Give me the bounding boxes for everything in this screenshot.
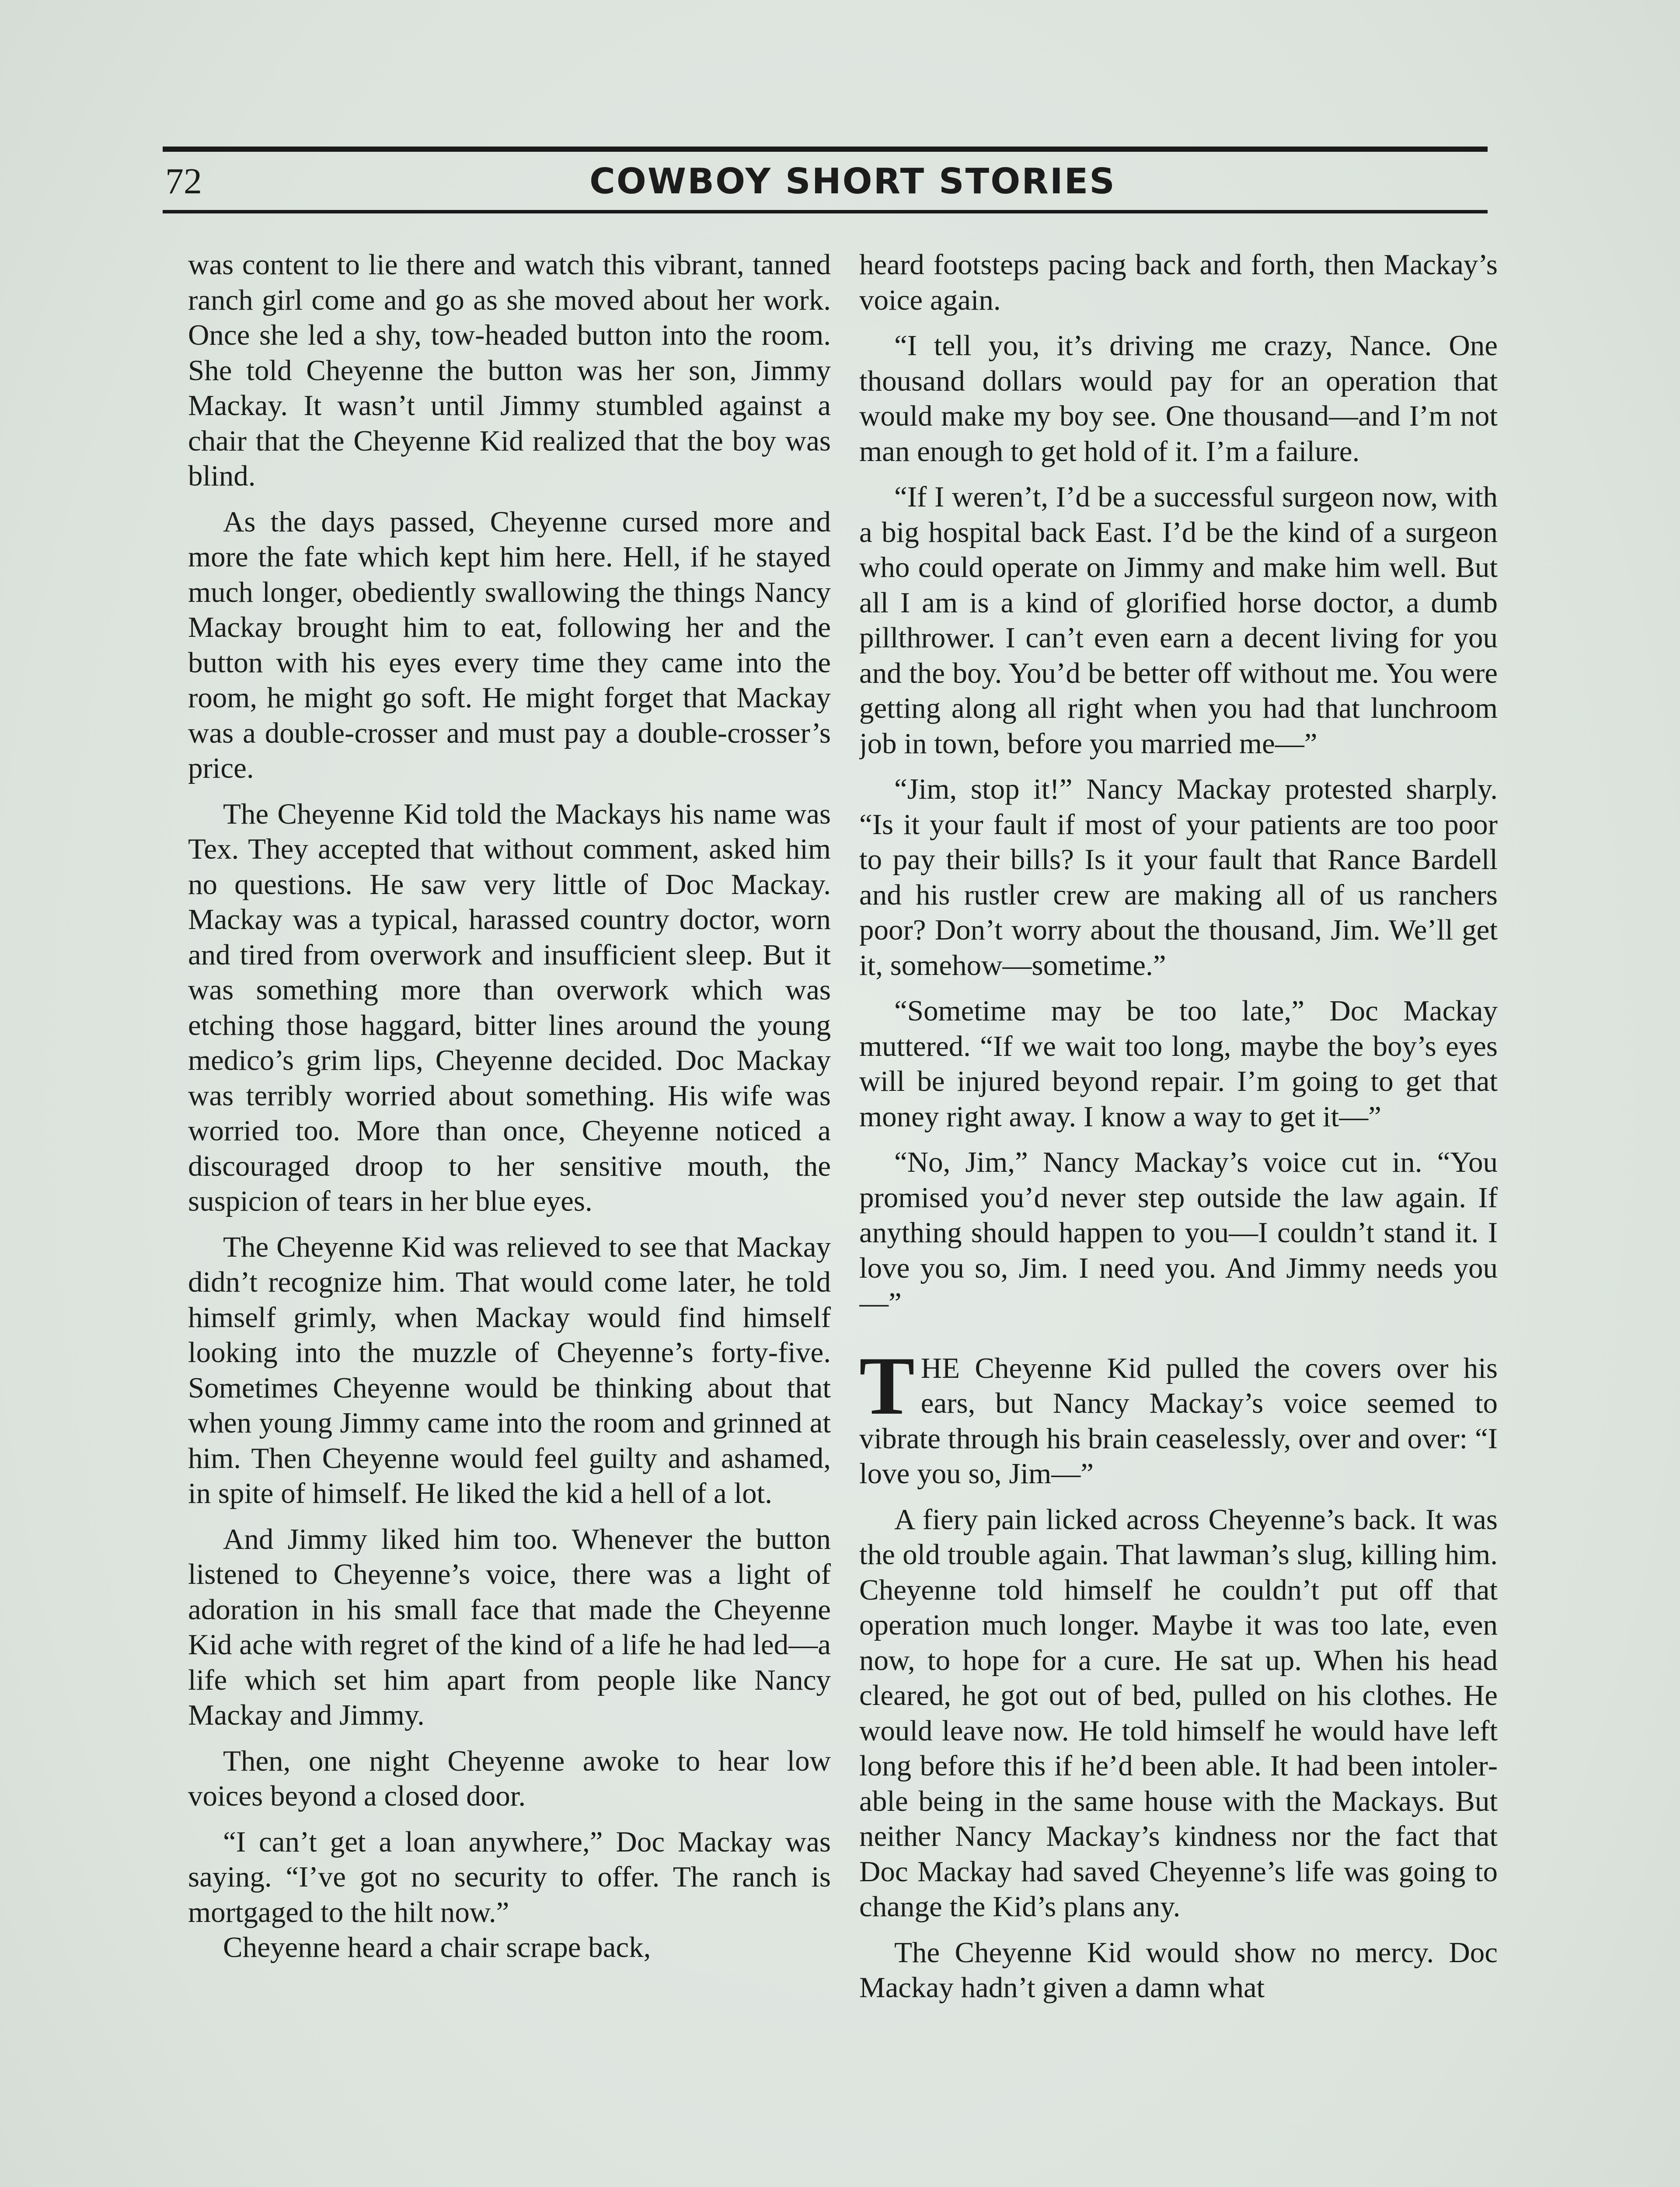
paragraph: A fiery pain licked across Cheyenne’s back. It was the old trouble again. That lawman’s slug, killing him. Cheyenne told himself he couldn’t put off that operation much longer. Maybe it was too late, even now, to hope for a cure. He sat up. When his head cleared, he got out of bed, pulled on his clothes. He would leave now. He told himself he would have left long before this if he’d been able. It had been intolerable being in the same house with the Mackays. But neither Nancy Mackay’s kindness nor the fact that Doc Mackay had saved Cheyenne’s life was going to change the Kid’s plans any.	[859, 1503, 1498, 1923]
left-column	[188, 247, 831, 2187]
paragraph: “Sometime may be too late,” Doc Mackay muttered. “If we wait too long, maybe the boy’s eyes will be injured beyond repair. I’m going to get that money right away. I know a way to get it—”	[859, 995, 1498, 1133]
paragraph: And Jimmy liked him too. Whenever the button listened to Cheyenne’s voice, there was a light of adoration in his small face that made the Cheyenne Kid ache with regret of the kind of a life he had led—a life which set him apart from people like Nancy Mackay and Jimmy.	[188, 1523, 831, 1731]
section-break-space	[859, 1321, 1498, 1351]
paragraph: Cheyenne heard a chair scrape back,	[223, 1931, 651, 1963]
paragraph: As the days passed, Cheyenne cursed more and more the fate which kept him here. Hell, if he stayed much longer, obediently swallowing the things Nancy Mackay brought him to eat, following her and the button with his eyes every time they came into the room, he might go soft. He might forget that Mackay was a double-crosser and must pay a double-crosser’s price.	[188, 505, 831, 784]
running-head-title: COWBOY SHORT STORIES	[589, 161, 1116, 202]
paragraph: was content to lie there and watch this vibrant, tanned ranch girl come and go as she moved about her work. Once she led a shy, tow-headed button into the room. She told Cheyenne the button was her son, Jimmy Mackay. It wasn’t until Jimmy stumbled against a chair that the Cheyenne Kid realized that the boy was blind.	[188, 248, 831, 492]
paragraph: The Cheyenne Kid told the Mackays his name was Tex. They accepted that without comment, asked him no questions. He saw very little of Doc Mackay. Mackay was a typical, harassed country doctor, worn and tired from overwork and insufficient sleep. But it was something more than overwork which was etching those haggard, bitter lines around the young medico’s grim lips, Cheyenne decided. Doc Mackay was terribly worried about something. His wife was worried too. More than once, Cheyenne noticed a discouraged droop to her sensitive mouth, the suspicion of tears in her blue eyes.	[188, 797, 831, 1217]
right-column	[859, 247, 1498, 2187]
paragraph: The Cheyenne Kid was relieved to see that Mackay didn’t recognize him. That would come later, he told himself grimly, when Mackay would find himself looking into the muzzle of Cheyenne’s forty-five. Sometimes Cheyenne would be thinking about that when young Jimmy came into the room and grinned at him. Then Cheyenne would feel guilty and ashamed, in spite of himself. He liked the kid a hell of a lot.	[188, 1230, 831, 1509]
paragraph: heard footsteps pacing back and forth, then Mackay’s voice again.	[859, 248, 1498, 316]
drop-cap: T	[859, 1340, 915, 1432]
section-opening-paragraph	[859, 1340, 1498, 1492]
header-rule-top	[163, 147, 1488, 152]
paragraph: Then, one night Cheyenne awoke to hear low voices beyond a closed door.	[188, 1744, 831, 1812]
paragraph: “I can’t get a loan anywhere,” Doc Mackay was saying. “I’ve got no security to offer. The ranch is mortgaged to the hilt now.”	[188, 1825, 831, 1928]
header-rule-bottom	[163, 210, 1488, 213]
paragraph: The Cheyenne Kid would show no mercy. Doc Mackay hadn’t given a damn what	[859, 1936, 1498, 2004]
paragraph: “No, Jim,” Nancy Mackay’s voice cut in. “You promised you’d never step outside the law again. If anything should happen to you—I couldn’t stand it. I love you so, Jim. I need you. And Jimmy needs you—”	[859, 1146, 1498, 1319]
paragraph: “Jim, stop it!” Nancy Mackay protested sharply. “Is it your fault if most of your patients are too poor to pay their bills? Is it your fault that Rance Bardell and his rustler crew are making all of us ranchers poor? Don’t worry about the thousand, Jim. We’ll get it, somehow—sometime.”	[859, 773, 1498, 982]
paragraph: “If I weren’t, I’d be a successful surgeon now, with a big hospital back East. I’d be the kind of a surgeon who could operate on Jimmy and make him well. But all I am is a kind of glorified horse doctor, a dumb pillthrower. I can’t even earn a decent living for you and the boy. You’d be better off without me. You were getting along all right when you had that lunchroom job in town, before you married me—”	[859, 481, 1498, 760]
page-number: 72	[165, 161, 202, 202]
section-opening-text: HE Cheyenne Kid pulled the covers over his ears, but Nancy Mackay’s voice seemed to vibrate through his brain ceaselessly, over and over: “I love you so, Jim—”	[859, 1352, 1498, 1490]
paragraph: “I tell you, it’s driving me crazy, Nance. One thousand dollars would pay for an operation that would make my boy see. One thousand—and I’m not man enough to get hold of it. I’m a failure.	[859, 329, 1498, 468]
